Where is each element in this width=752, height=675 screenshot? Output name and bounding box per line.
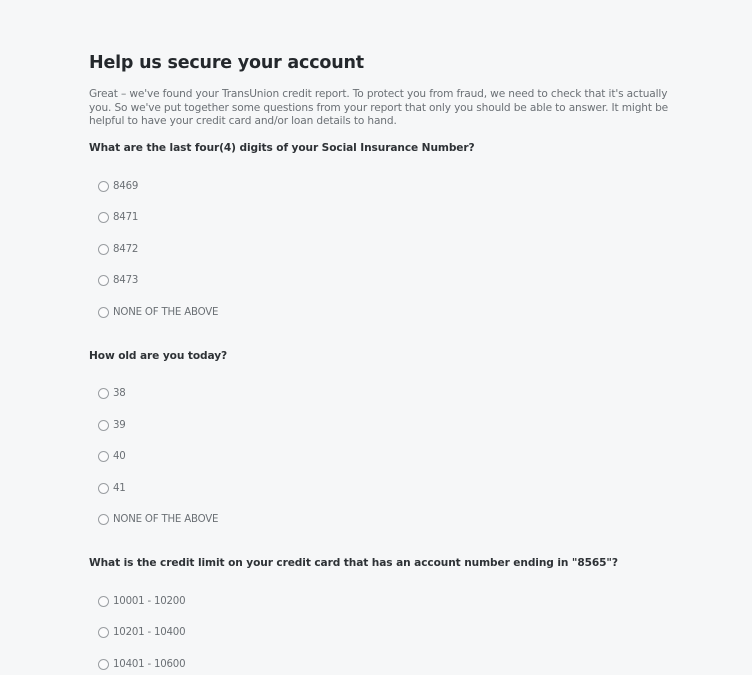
option-label: 10401 - 10600 (113, 658, 186, 670)
option-limit-10201[interactable] (98, 624, 185, 640)
option-label: 8471 (113, 211, 139, 223)
option-sin-8473[interactable] (98, 272, 138, 288)
radio-unchecked-icon[interactable] (98, 420, 109, 431)
option-label: 8469 (113, 180, 139, 192)
page-title: Help us secure your account (89, 53, 364, 73)
radio-unchecked-icon[interactable] (98, 212, 109, 223)
option-age-40[interactable] (98, 448, 126, 464)
option-age-41[interactable] (98, 480, 126, 496)
intro-text: Great – we've found your TransUnion credit report. To protect you from fraud, we need to check that it's actually you. So we've put together some questions from your report that only you should be able to answer. It might be helpful to have your credit card and/or loan details to hand. (89, 88, 669, 127)
question-age: How old are you today? (89, 350, 228, 362)
option-label: 41 (113, 482, 126, 494)
radio-unchecked-icon[interactable] (98, 659, 109, 670)
option-label: 8472 (113, 243, 139, 255)
option-label: NONE OF THE ABOVE (113, 513, 219, 525)
option-label: 10001 - 10200 (113, 595, 186, 607)
option-label: 38 (113, 387, 126, 399)
option-age-none[interactable] (98, 511, 218, 527)
radio-unchecked-icon[interactable] (98, 181, 109, 192)
option-sin-none[interactable] (98, 304, 218, 320)
radio-unchecked-icon[interactable] (98, 514, 109, 525)
option-label: 8473 (113, 274, 139, 286)
option-label: 40 (113, 450, 126, 462)
option-label: 10201 - 10400 (113, 626, 186, 638)
option-sin-8472[interactable] (98, 241, 138, 257)
option-age-39[interactable] (98, 417, 126, 433)
option-label: 39 (113, 419, 126, 431)
option-label: NONE OF THE ABOVE (113, 306, 219, 318)
radio-unchecked-icon[interactable] (98, 275, 109, 286)
radio-unchecked-icon[interactable] (98, 244, 109, 255)
option-age-38[interactable] (98, 385, 126, 401)
radio-unchecked-icon[interactable] (98, 483, 109, 494)
question-credit-limit: What is the credit limit on your credit card that has an account number ending in "8565"? (89, 557, 618, 569)
radio-unchecked-icon[interactable] (98, 307, 109, 318)
radio-unchecked-icon[interactable] (98, 388, 109, 399)
option-sin-8471[interactable] (98, 209, 138, 225)
radio-unchecked-icon[interactable] (98, 451, 109, 462)
option-limit-10001[interactable] (98, 593, 185, 609)
radio-unchecked-icon[interactable] (98, 627, 109, 638)
option-sin-8469[interactable] (98, 178, 138, 194)
option-limit-10401[interactable] (98, 656, 185, 672)
question-sin: What are the last four(4) digits of your Social Insurance Number? (89, 142, 475, 154)
radio-unchecked-icon[interactable] (98, 596, 109, 607)
